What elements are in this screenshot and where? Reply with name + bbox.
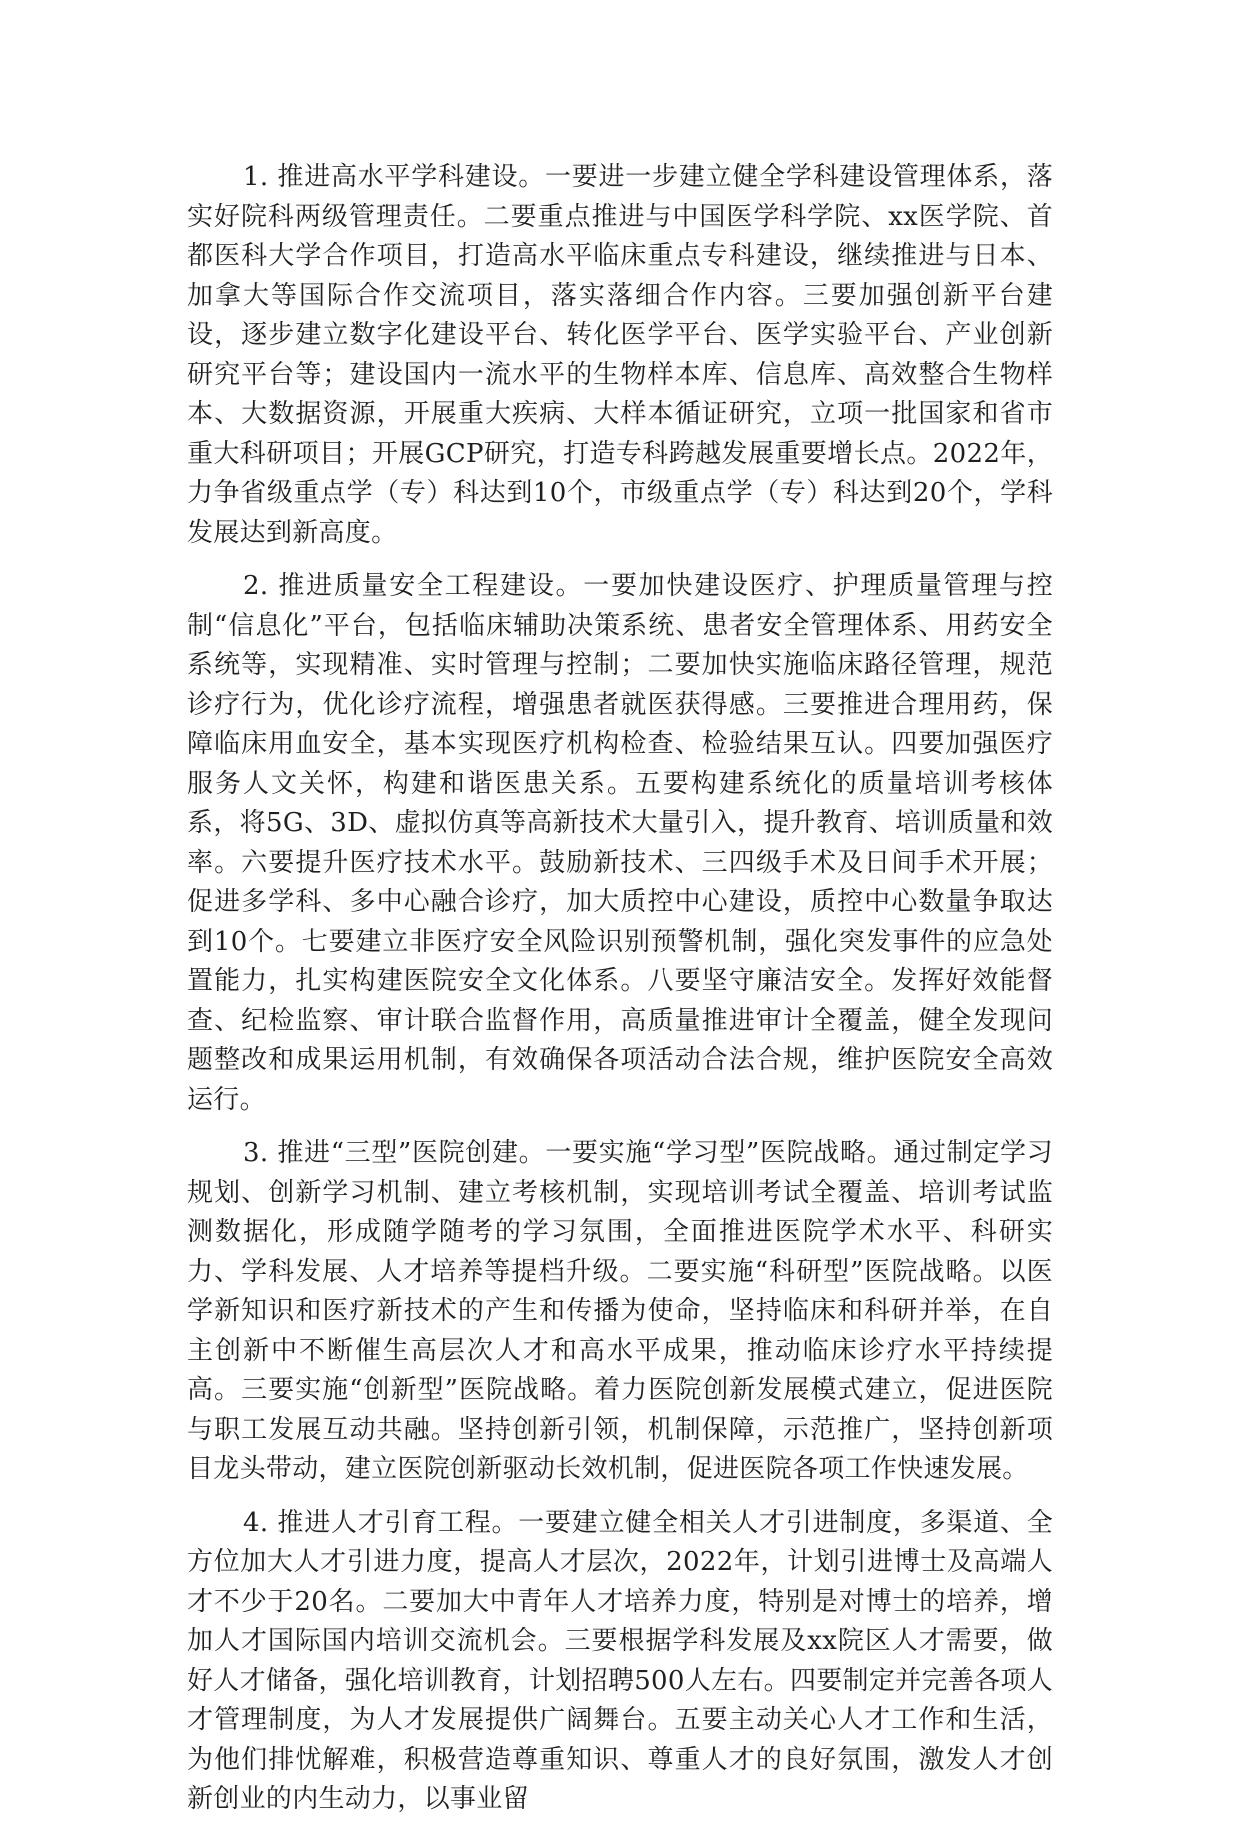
paragraph-1-discipline-construction: 1. 推进高水平学科建设。一要进一步建立健全学科建设管理体系，落实好院科两级管理责任。二要重点推进与中国医学科学院、xx医学院、首都医科大学合作项目，打造高水平临床重点专科建设，继续推进与日本、加拿大等国际合作交流项目，落实落细合作内容。三要加强创新平台建设，逐步建立数字化建设平台、转化医学平台、医学实验平台、产业创新研究平台等；建设国内一流水平的生物样本库、信息库、高效整合生物样本、大数据资源，开展重大疾病、大样本循证研究，立项一批国家和省市重大科研项目；开展GCP研究，打造专科跨越发展重要增长点。2022年，力争省级重点学（专）科达到10个，市级重点学（专）科达到20个，学科发展达到新高度。 [187,162,1053,548]
paragraph-4-talent-introduction: 4. 推进人才引育工程。一要建立健全相关人才引进制度，多渠道、全方位加大人才引进力度，提高人才层次，2022年，计划引进博士及高端人才不少于20名。二要加大中青年人才培养力度，特别是对博士的培养，增加人才国际国内培训交流机会。三要根据学科发展及xx院区人才需要，做好人才储备，强化培训教育，计划招聘500人左右。四要制定并完善各项人才管理制度，为人才发展提供广阔舞台。五要主动关心人才工作和生活，为他们排忧解难，积极营造尊重知识、尊重人才的良好氛围，激发人才创新创业的内生动力，以事业留 [187,1507,1053,1814]
paragraph-3-three-type-hospital: 3. 推进“三型”医院创建。一要实施“学习型”医院战略。通过制定学习规划、创新学习机制、建立考核机制，实现培训考试全覆盖、培训考试监测数据化，形成随学随考的学习氛围，全面推进医院学术水平、科研实力、学科发展、人才培养等提档升级。二要实施“科研型”医院战略。以医学新知识和医疗新技术的产生和传播为使命，坚持临床和科研并举，在自主创新中不断催生高层次人才和高水平成果，推动临床诊疗水平持续提高。三要实施“创新型”医院战略。着力医院创新发展模式建立，促进医院与职工发展互动共融。坚持创新引领，机制保障，示范推广，坚持创新项目龙头带动，建立医院创新驱动长效机制，促进医院各项工作快速发展。 [187,1138,1053,1484]
paragraph-2-quality-safety: 2. 推进质量安全工程建设。一要加快建设医疗、护理质量管理与控制“信息化”平台，包括临床辅助决策系统、患者安全管理体系、用药安全系统等，实现精准、实时管理与控制；二要加快实施临床路径管理，规范诊疗行为，优化诊疗流程，增强患者就医获得感。三要推进合理用药，保障临床用血安全，基本实现医疗机构检查、检验结果互认。四要加强医疗服务人文关怀，构建和谐医患关系。五要构建系统化的质量培训考核体系，将5G、3D、虚拟仿真等高新技术大量引入，提升教育、培训质量和效率。六要提升医疗技术水平。鼓励新技术、三四级手术及日间手术开展；促进多学科、多中心融合诊疗，加大质控中心建设，质控中心数量争取达到10个。七要建立非医疗安全风险识别预警机制，强化突发事件的应急处置能力，扎实构建医院安全文化体系。八要坚守廉洁安全。发挥好效能督查、纪检监察、审计联合监督作用，高质量推进审计全覆盖，健全发现问题整改和成果运用机制，有效确保各项活动合法合规，维护医院安全高效运行。 [187,571,1053,1115]
document-body [187,158,1053,1834]
